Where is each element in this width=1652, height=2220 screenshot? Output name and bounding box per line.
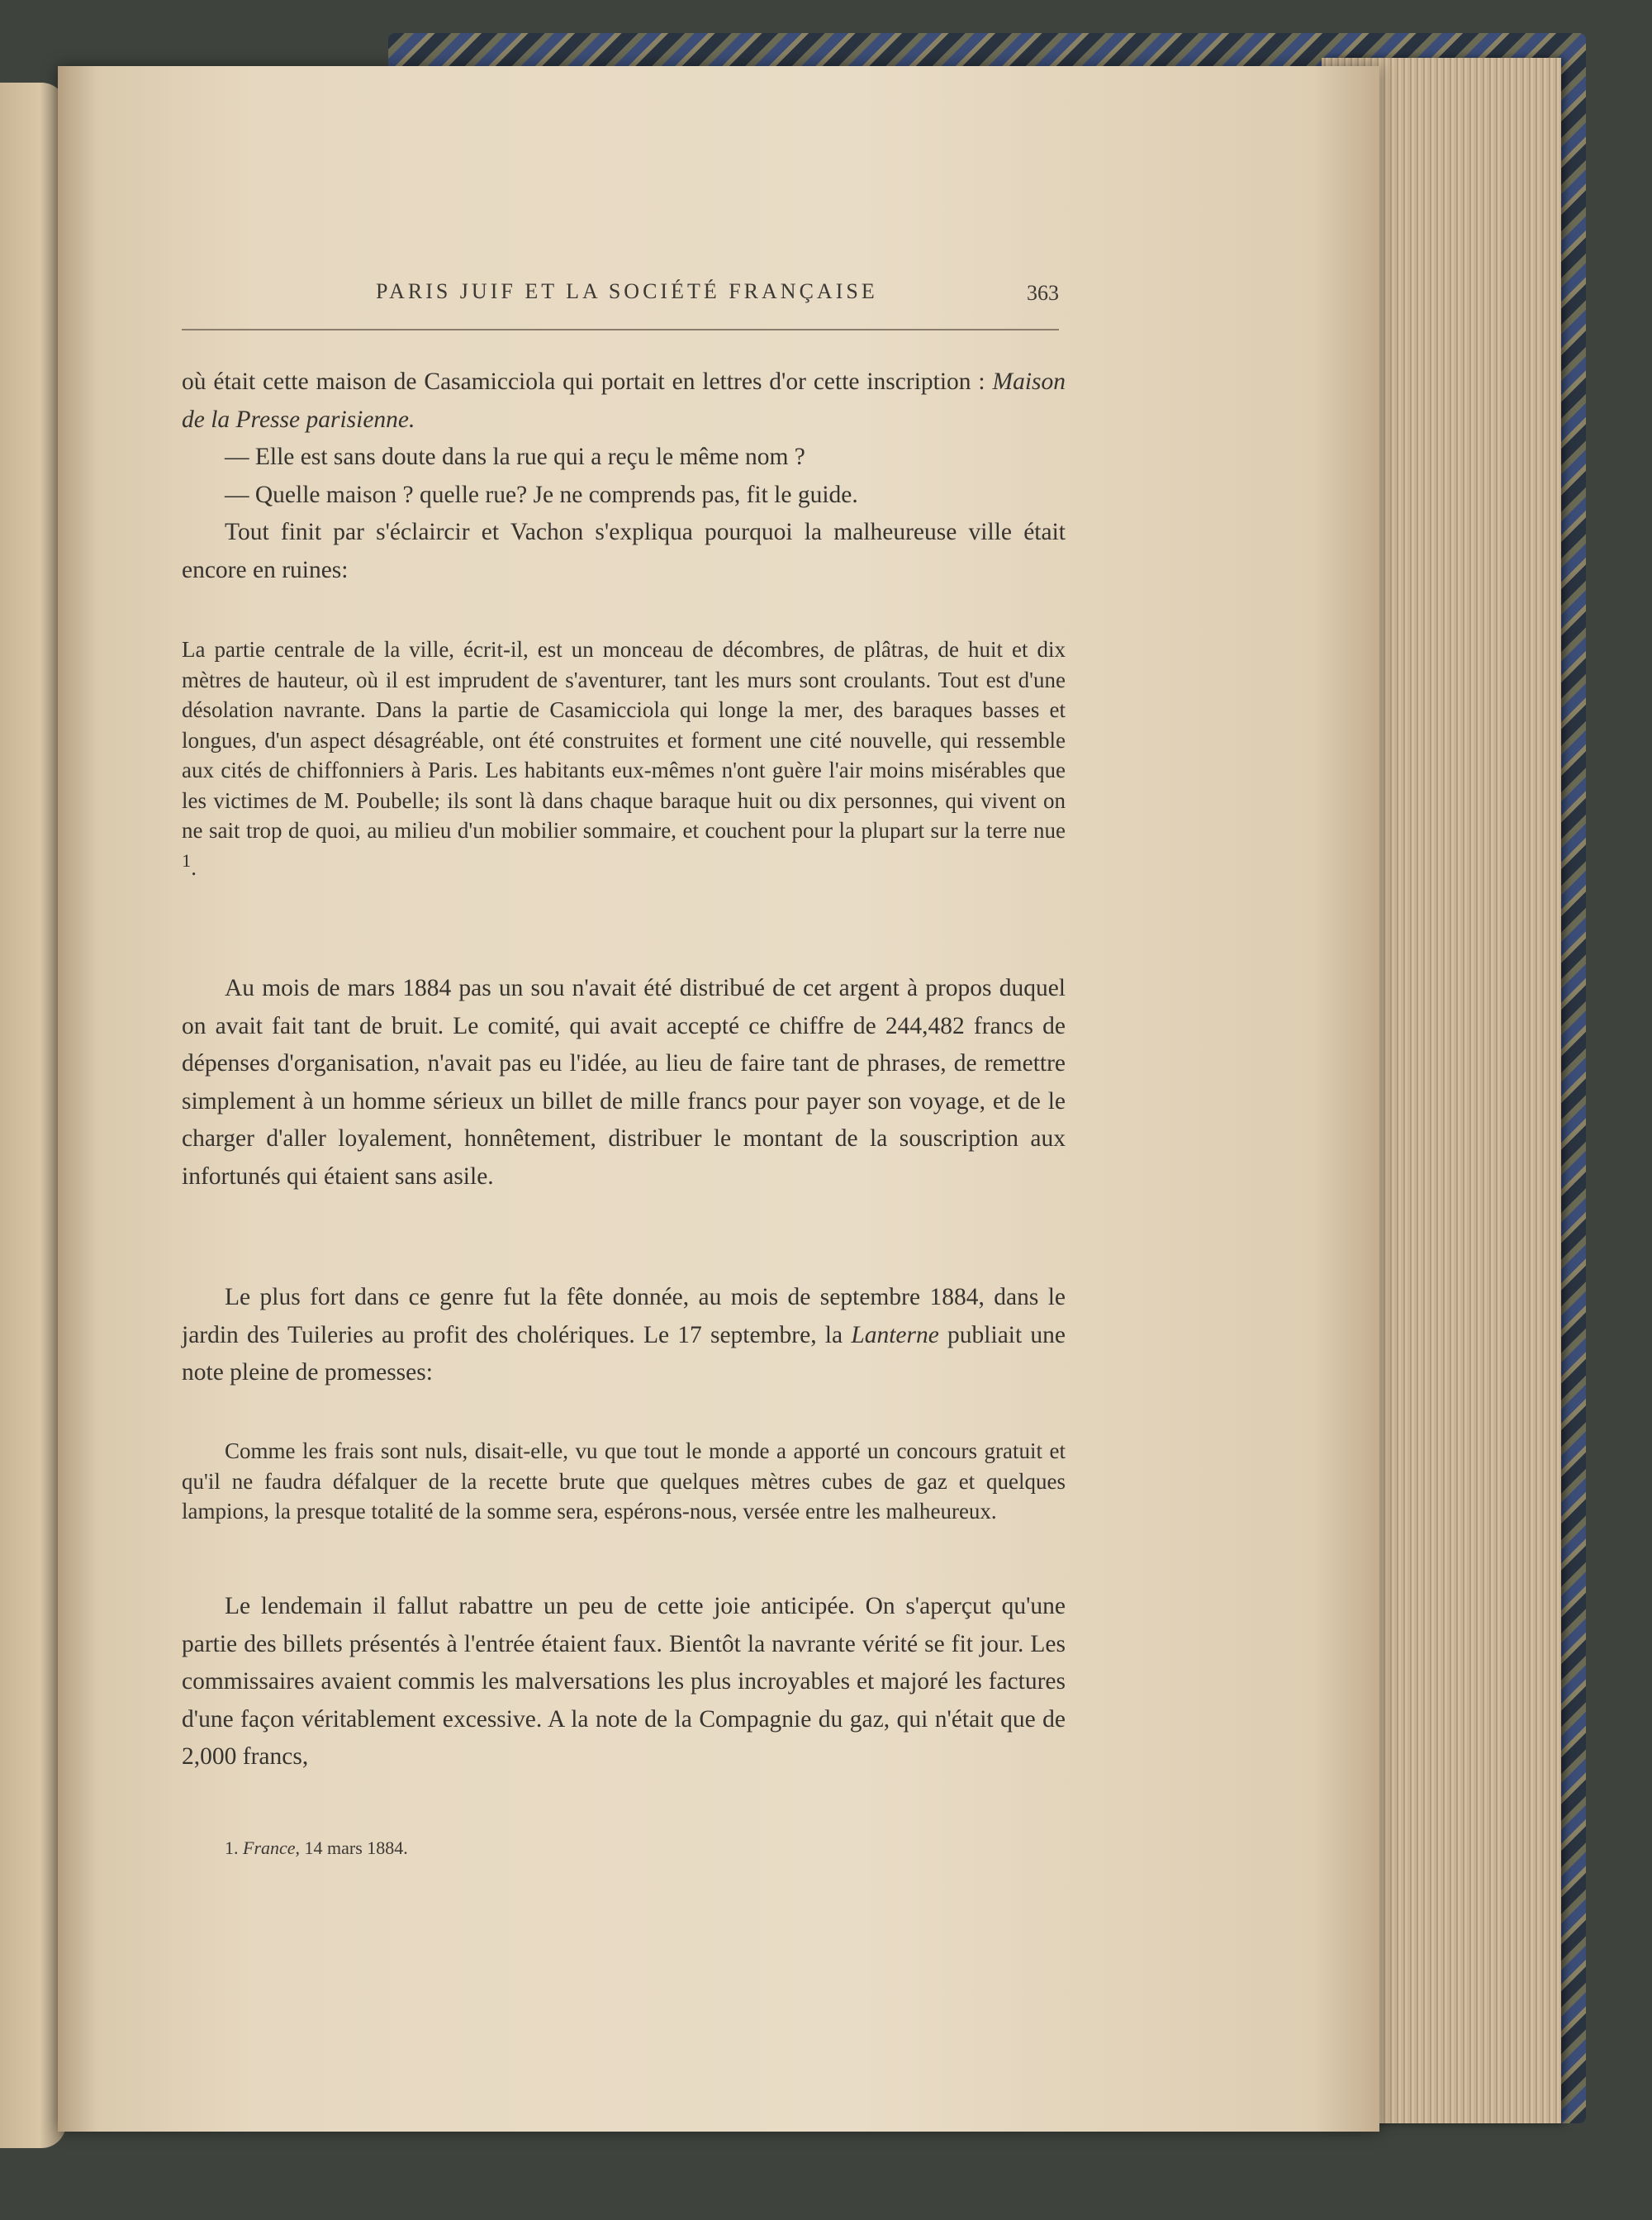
previous-page-edge xyxy=(0,83,66,2148)
quotation-1: La partie centrale de la ville, écrit-il, est un monceau de décombres, de plâtras, de huit et dix mètres de hauteur, où il est imprudent de s'aventurer, tant les murs sont croulants. Tout est d'une désolation navrante. Dans la partie de Casamicciola qui longe la mer, des baraques basses et longues, d'un aspect désagréable, ont été construites et forment une cité nouvelle, qui ressemble aux cités de chiffonniers à Paris. Les habitants eux-mêmes n'ont guère l'air moins misérables que les victimes de M. Poubelle; ils sont là dans chaque baraque huit ou dix personnes, qui vivent on ne sait trop de quoi, au milieu d'un mobilier sommaire, et couchent pour la plupart sur la terre nue $^1$. xyxy=(182,637,1066,880)
paragraph-7: Le lendemain il fallut rabattre un peu de cette joie anticipée. On s'aperçut qu'une partie des billets présentés à l'entrée étaient faux. Bientôt la navrante vérité se fit jour. Les commissaires avaient commis les malversations les plus incroyables et majoré les factures d'une façon véritablement excessive. A la note de la Compagnie du gaz, qui n'était que de 2,000 francs, xyxy=(182,1593,1066,1770)
running-title: PARIS JUIF ET LA SOCIÉTÉ FRANÇAISE xyxy=(376,279,878,303)
page-number: 363 xyxy=(1027,281,1059,305)
paragraph-3: — Quelle maison ? quelle rue? Je ne comprends pas, fit le guide. xyxy=(225,481,858,508)
italic-newspaper: Lanterne xyxy=(851,1321,939,1348)
quote-block-2 xyxy=(182,1436,1066,1527)
paragraph-4: Tout finit par s'éclaircir et Vachon s'expliqua pourquoi la malheureuse ville était encore en ruines: xyxy=(182,519,1066,583)
page-header xyxy=(182,279,1059,330)
paragraph-6: Le plus fort dans ce genre fut la fête donnée, au mois de septembre 1884, dans le jardin des Tuileries au profit des cholériques. Le 17 septembre, la Lanterne publiait une note pleine de promesses: xyxy=(182,1284,1066,1386)
paragraph-1: où était cette maison de Casamicciola qui portait en lettres d'or cette inscription : Maison de la Presse parisienne. xyxy=(182,368,1066,433)
quotation-2: Comme les frais sont nuls, disait-elle, vu que tout le monde a apporté un concours gratuit et qu'il ne faudra défalquer de la recette brute que quelques mètres cubes de gaz et quelques lampions, la presque totalité de la somme sera, espérons-nous, versée entre les malheureux. xyxy=(182,1438,1066,1524)
footnote-ref: 1 xyxy=(182,849,192,871)
paragraph-2: — Elle est sans doute dans la rue qui a reçu le même nom ? xyxy=(225,444,805,470)
text-block-4 xyxy=(182,1588,1066,1776)
italic-title: Maison de la Presse parisienne. xyxy=(182,368,1066,433)
paragraph-5: Au mois de mars 1884 pas un sou n'avait été distribué de cet argent à propos duquel on avait fait tant de bruit. Le comité, qui avait accepté ce chiffre de 244,482 francs de dépenses d'organisation, n'avait pas eu l'idée, au lieu de faire tant de phrases, de remettre simplement à un homme sérieux un billet de mille francs pour payer son voyage, et de le charger d'aller loyalement, honnêtement, distribuer le montant de la souscription aux infortunés qui étaient sans asile. xyxy=(182,975,1066,1190)
text-block-2 xyxy=(182,970,1066,1196)
footnote: 1. France, 14 mars 1884. xyxy=(225,1837,408,1858)
text-block-3 xyxy=(182,1279,1066,1392)
text-block-1 xyxy=(182,364,1066,589)
quote-block-1 xyxy=(182,635,1066,882)
